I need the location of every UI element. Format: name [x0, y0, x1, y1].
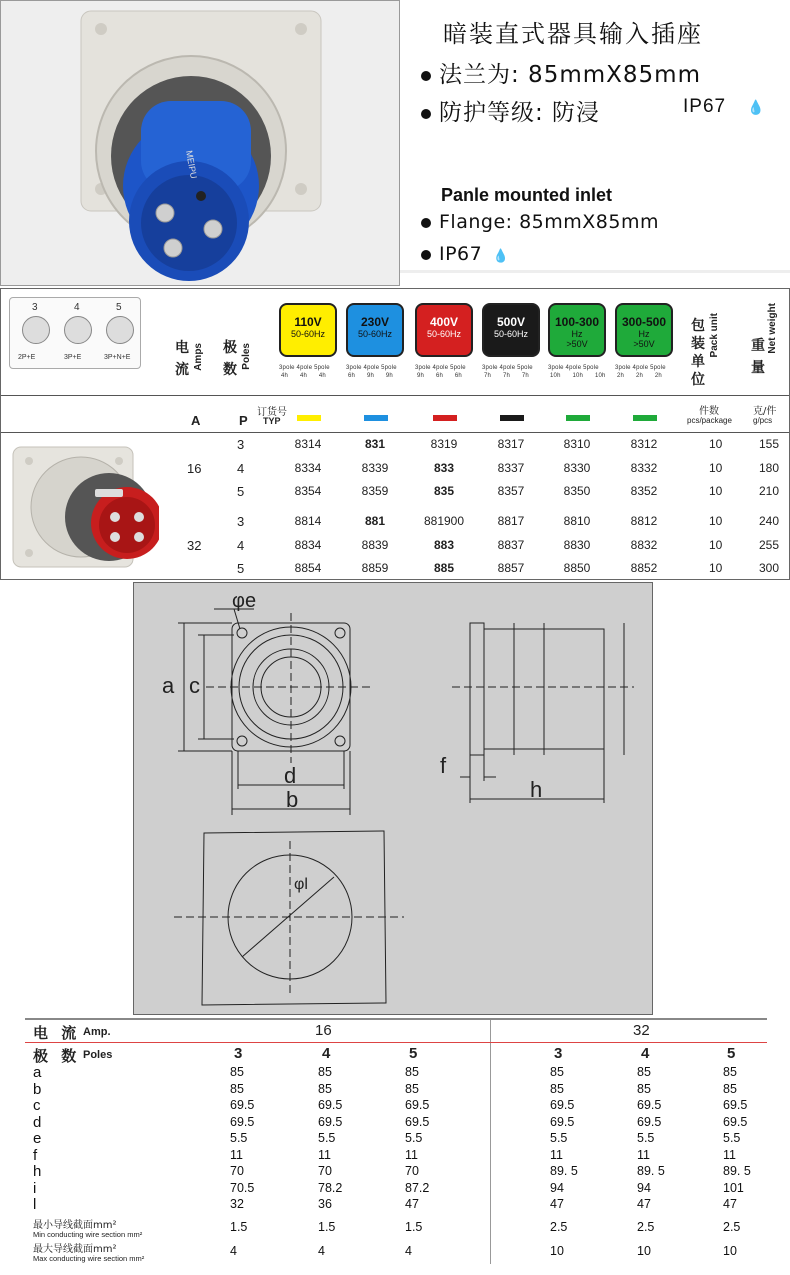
order-code: 8839	[361, 538, 389, 552]
flange-en-text: Flange: 85mmX85mm	[439, 211, 659, 233]
dim-value: 69.5	[230, 1114, 255, 1129]
inlet-photo-illustration	[1, 1, 400, 286]
flange-en	[421, 211, 659, 233]
dim-min-value: 2.5	[550, 1220, 568, 1234]
dim-value: 5.5	[550, 1131, 568, 1145]
dim-value: 70.5	[230, 1180, 255, 1195]
voltage-hours: 7h 7h 7h	[484, 373, 529, 379]
voltage-hours: 4h 4h 4h	[281, 373, 326, 379]
poles-cn: 极数	[223, 340, 237, 378]
voltage-poles: 3pole 4pole 5pole	[346, 365, 397, 371]
label-phi-e: φe	[232, 590, 257, 612]
voltage-freq: 50-60Hz	[357, 329, 393, 339]
dim-value: 69.5	[318, 1114, 343, 1129]
dim-value: 85	[405, 1081, 419, 1096]
product-photo	[0, 0, 400, 286]
color-swatch	[433, 415, 457, 421]
divider	[400, 270, 790, 273]
order-cn: 订货号	[257, 407, 287, 418]
pack-value: 10	[709, 437, 723, 451]
dim-key: a	[33, 1064, 42, 1081]
order-code: 8857	[497, 561, 525, 575]
weight-en: Net weight	[767, 303, 778, 354]
order-code: 8854	[294, 561, 322, 575]
dimension-drawing	[133, 582, 653, 1015]
socket-3pin-icon	[22, 316, 50, 344]
dim-key: c	[33, 1097, 41, 1114]
dim-value: 89. 5	[637, 1164, 665, 1178]
dim-min-value: 1.5	[318, 1220, 336, 1234]
amp-32: 32	[633, 1022, 650, 1039]
dim-value: 69.5	[637, 1098, 662, 1112]
amp-cn: 电 流	[33, 1024, 81, 1042]
color-swatch	[364, 415, 388, 421]
dim-value: 69.5	[723, 1114, 748, 1129]
flange-cn	[421, 56, 701, 89]
pack-cn: 包装单位	[691, 318, 705, 388]
dim-value: 85	[405, 1065, 419, 1079]
label-a: a	[162, 673, 175, 698]
pin-num: 4	[74, 302, 80, 313]
technical-drawing	[134, 583, 654, 1016]
dim-value: 69.5	[230, 1098, 255, 1112]
voltage-min: >50V	[566, 339, 588, 349]
dim-value: 85	[637, 1081, 651, 1096]
order-code: 8350	[563, 484, 591, 498]
poles-en: Poles	[83, 1049, 113, 1061]
dim-value: 78.2	[318, 1180, 343, 1195]
dim-key: f	[33, 1146, 38, 1164]
spec-table	[0, 288, 790, 580]
dim-value: 69.5	[550, 1098, 575, 1112]
order-code: 8357	[497, 484, 525, 498]
divider	[25, 1042, 767, 1043]
pcs-en: pcs/package	[687, 416, 732, 425]
weight-value: 180	[759, 461, 780, 475]
poles-cn: 极 数	[33, 1047, 81, 1065]
order-code: 8319	[430, 437, 458, 451]
pin-num: 5	[116, 302, 122, 313]
dim-value: 69.5	[637, 1114, 662, 1129]
voltage-value: 300-500	[621, 315, 667, 329]
flange-cn-text: 法兰为: 85mmX85mm	[439, 62, 701, 88]
dim-pole: 4	[641, 1045, 650, 1062]
dim-value: 32	[230, 1197, 244, 1211]
pole-value: 5	[237, 561, 245, 576]
amp-value: 16	[187, 461, 202, 476]
weight-value: 300	[759, 561, 780, 575]
voltage-value: 230V	[360, 315, 390, 329]
dim-value: 85	[318, 1081, 332, 1096]
dim-value: 11	[550, 1147, 563, 1162]
dim-value: 70	[230, 1164, 244, 1178]
pole-value: 3	[237, 437, 245, 452]
title-cn: 暗装直式器具输入插座	[443, 20, 703, 48]
weight-value: 255	[759, 538, 780, 552]
voltage-box	[279, 303, 337, 357]
divider	[25, 1018, 767, 1020]
dim-value: 11	[230, 1147, 243, 1162]
voltage-value: 100-300	[554, 315, 600, 329]
voltage-hours: 9h 6h 6h	[417, 373, 462, 379]
pack-value: 10	[709, 514, 723, 528]
color-swatch	[297, 415, 321, 421]
dim-value: 69.5	[550, 1114, 575, 1129]
top-description	[405, 0, 790, 270]
pcs-cn: 件数	[699, 406, 719, 417]
ip-en-text: IP67	[439, 243, 483, 265]
order-code: 8832	[630, 538, 658, 552]
label-h: h	[530, 777, 543, 802]
pin-num: 3	[32, 302, 38, 313]
dim-value: 94	[550, 1180, 564, 1195]
dim-value: 47	[723, 1197, 737, 1211]
dim-value: 47	[550, 1197, 564, 1211]
dim-value: 5.5	[405, 1131, 423, 1145]
order-code: 835	[433, 484, 455, 498]
voltage-hours: 6h 9h 9h	[348, 373, 393, 379]
socket-5pin-icon	[106, 316, 134, 344]
label-d: d	[284, 763, 297, 788]
ip-en	[421, 243, 509, 265]
pole-value: 4	[237, 538, 245, 553]
water-drop-icon: 💧	[492, 249, 510, 264]
voltage-value: 500V	[496, 315, 526, 329]
color-swatch	[500, 415, 524, 421]
dim-value: 85	[723, 1065, 737, 1079]
dim-key: i	[33, 1179, 37, 1197]
order-code: 8337	[497, 461, 525, 475]
pack-value: 10	[709, 484, 723, 498]
voltage-min: >50V	[633, 339, 655, 349]
pin-config-box	[9, 297, 141, 369]
water-drop-icon: 💧	[747, 100, 766, 116]
dim-key: h	[33, 1163, 42, 1180]
dim-value: 11	[318, 1147, 331, 1162]
pole-value: 5	[237, 484, 245, 499]
label-phi-l: φl	[294, 876, 308, 893]
pack-value: 10	[709, 538, 723, 552]
order-code: 831	[364, 437, 386, 451]
voltage-freq: 50-60Hz	[493, 329, 529, 339]
red-inlet-illustration	[9, 439, 159, 575]
order-code: 8359	[361, 484, 389, 498]
order-code: 8850	[563, 561, 591, 575]
dim-value: 11	[723, 1147, 736, 1162]
order-code: 8812	[630, 514, 658, 528]
voltage-value: 400V	[429, 315, 459, 329]
gpcs-cn: 克/件	[753, 406, 777, 417]
dim-value: 69.5	[405, 1114, 430, 1129]
voltage-box	[482, 303, 540, 357]
dim-value: 85	[637, 1065, 651, 1079]
dimensions-table	[25, 1018, 767, 1268]
dim-value: 11	[405, 1147, 418, 1162]
order-code: 8332	[630, 461, 658, 475]
voltage-poles: 3pole 4pole 5pole	[415, 365, 466, 371]
poles-en: Poles	[241, 343, 252, 370]
weight-cn: 重量	[751, 338, 765, 376]
weight-value: 240	[759, 514, 780, 528]
dim-value: 89. 5	[723, 1164, 751, 1178]
dim-value: 5.5	[637, 1131, 655, 1145]
label-b: b	[286, 787, 299, 812]
col-a: A	[191, 413, 201, 428]
order-code: 881	[364, 514, 386, 528]
order-code: 881900	[423, 514, 465, 528]
dim-value: 85	[550, 1065, 564, 1079]
pin-label: 3P+E	[64, 354, 82, 361]
order-code: 8310	[563, 437, 591, 451]
dim-max-value: 10	[550, 1244, 564, 1258]
order-code: 8834	[294, 538, 322, 552]
dim-value: 89. 5	[550, 1164, 578, 1178]
dim-value: 85	[318, 1065, 332, 1079]
dim-value: 85	[230, 1065, 244, 1079]
amps-en: Amps	[193, 343, 204, 371]
label-c: c	[189, 673, 200, 698]
voltage-poles: 3pole 4pole 5pole	[482, 365, 533, 371]
order-code: 8352	[630, 484, 658, 498]
dim-value: 85	[723, 1081, 737, 1096]
col-p: P	[239, 413, 248, 428]
dim-value: 47	[405, 1197, 419, 1211]
title-en: Panle mounted inlet	[441, 185, 613, 205]
order-code: 8314	[294, 437, 322, 451]
order-code: 8312	[630, 437, 658, 451]
order-code: 885	[433, 561, 455, 575]
divider	[1, 432, 789, 433]
voltage-box	[615, 303, 673, 357]
dim-min-value: 2.5	[637, 1220, 655, 1234]
order-code: 8330	[563, 461, 591, 475]
dim-key: l	[33, 1196, 37, 1213]
dim-value: 94	[637, 1180, 651, 1195]
amp-16: 16	[315, 1022, 332, 1039]
dim-pole: 3	[554, 1045, 563, 1062]
red-plug-photo	[9, 439, 159, 575]
gpcs-en: g/pcs	[753, 416, 773, 425]
order-code: 8354	[294, 484, 322, 498]
voltage-poles: 3pole 4pole 5pole	[279, 365, 330, 371]
pin-label: 2P+E	[18, 354, 36, 361]
order-code: 833	[433, 461, 455, 475]
pole-value: 4	[237, 461, 245, 476]
dim-value: 70	[405, 1164, 419, 1178]
dim-value: 5.5	[723, 1131, 741, 1145]
pack-value: 10	[709, 461, 723, 475]
min-cn: 最小导线截面mm²	[33, 1220, 117, 1231]
dim-value: 47	[637, 1197, 651, 1211]
amp-en: Amp.	[83, 1026, 111, 1038]
dim-key: d	[33, 1113, 42, 1131]
photo-brand: MEIPU	[184, 149, 199, 180]
weight-value: 210	[759, 484, 780, 498]
dim-value: 69.5	[723, 1098, 748, 1112]
voltage-poles: 3pole 4pole 5pole	[615, 365, 666, 371]
dim-key: b	[33, 1080, 42, 1098]
voltage-box	[548, 303, 606, 357]
dim-min-value: 2.5	[723, 1220, 741, 1234]
order-code: 8334	[294, 461, 322, 475]
order-code: 8810	[563, 514, 591, 528]
order-en: TYP	[263, 416, 281, 426]
dim-value: 69.5	[405, 1098, 430, 1112]
dim-value: 36	[318, 1197, 332, 1211]
protection-cn-text: 防护等级: 防浸	[439, 100, 601, 126]
dim-value: 85	[550, 1081, 564, 1096]
weight-value: 155	[759, 437, 780, 451]
pole-value: 3	[237, 514, 245, 529]
order-code: 8837	[497, 538, 525, 552]
color-swatch	[633, 415, 657, 421]
bullet-dot	[421, 250, 431, 260]
voltage-value: 110V	[294, 315, 322, 329]
order-code: 8339	[361, 461, 389, 475]
protection-cn	[421, 94, 781, 127]
voltage-box	[346, 303, 404, 357]
pack-value: 10	[709, 561, 723, 575]
max-en: Max conducting wire section mm²	[33, 1254, 145, 1263]
ip-code: IP67	[683, 96, 727, 117]
pin-label: 3P+N+E	[104, 354, 131, 361]
dim-min-value: 1.5	[230, 1220, 248, 1234]
bullet-dot	[421, 109, 431, 119]
voltage-poles: 3pole 4pole 5pole	[548, 365, 599, 371]
dim-value: 101	[723, 1180, 744, 1195]
socket-4pin-icon	[64, 316, 92, 344]
voltage-hours: 2h 2h 2h	[617, 373, 662, 379]
pack-en: Pack unit	[709, 313, 720, 358]
dim-value: 70	[318, 1164, 332, 1178]
order-code: 8859	[361, 561, 389, 575]
dim-max-value: 4	[318, 1244, 325, 1258]
voltage-freq: Hz	[638, 329, 650, 339]
label-f: f	[440, 753, 447, 778]
dim-pole: 5	[727, 1045, 736, 1062]
voltage-freq: 50-60Hz	[290, 329, 326, 339]
voltage-hours: 10h 10h 10h	[550, 373, 606, 379]
order-code: 883	[433, 538, 455, 552]
dim-key: e	[33, 1130, 42, 1147]
dim-pole: 4	[322, 1045, 331, 1062]
max-cn: 最大导线截面mm²	[33, 1244, 117, 1255]
voltage-box	[415, 303, 473, 357]
voltage-freq: 50-60Hz	[426, 329, 462, 339]
voltage-freq: Hz	[571, 329, 583, 339]
dim-value: 69.5	[318, 1098, 343, 1112]
dim-pole: 5	[409, 1045, 418, 1062]
dim-value: 5.5	[318, 1131, 336, 1145]
dim-value: 5.5	[230, 1131, 248, 1145]
dim-max-value: 10	[637, 1244, 651, 1258]
bullet-dot	[421, 71, 431, 81]
order-code: 8317	[497, 437, 525, 451]
dim-value: 87.2	[405, 1180, 430, 1195]
dim-max-value: 4	[405, 1244, 412, 1258]
min-en: Min conducting wire section mm²	[33, 1230, 143, 1239]
dim-pole: 3	[234, 1045, 243, 1062]
amps-cn: 电流	[175, 340, 189, 378]
dim-min-value: 1.5	[405, 1220, 423, 1234]
bullet-dot	[421, 218, 431, 228]
divider	[490, 1020, 491, 1264]
dim-value: 11	[637, 1147, 650, 1162]
dim-max-value: 10	[723, 1244, 737, 1258]
dim-value: 85	[230, 1081, 244, 1096]
color-swatch	[566, 415, 590, 421]
order-code: 8830	[563, 538, 591, 552]
divider	[1, 395, 789, 396]
amp-value: 32	[187, 538, 202, 553]
order-code: 8817	[497, 514, 525, 528]
order-code: 8852	[630, 561, 658, 575]
order-code: 8814	[294, 514, 322, 528]
dim-max-value: 4	[230, 1244, 237, 1258]
